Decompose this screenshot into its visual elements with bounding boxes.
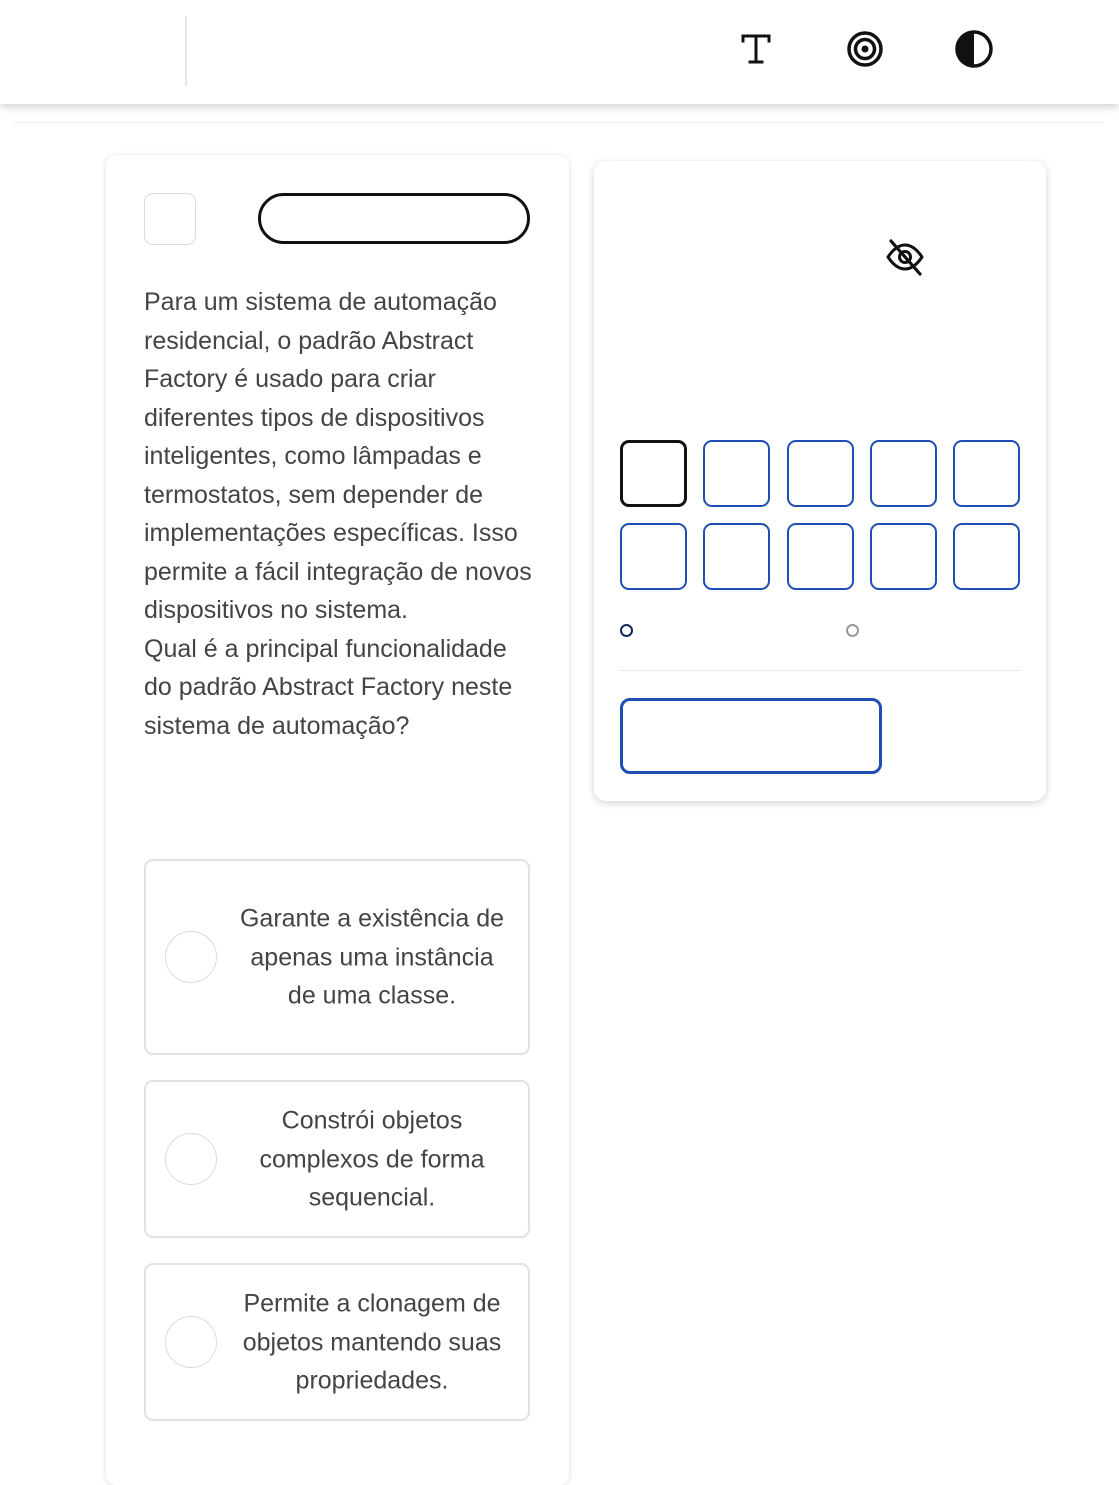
question-nav-cell[interactable] [787,523,854,590]
option-radio[interactable] [165,1316,217,1368]
question-grid [620,440,1020,590]
answer-option-2[interactable] [144,1080,530,1238]
toolbar-divider [185,16,187,86]
question-text: Para um sistema de automação residencial, o padrão Abstract Factory é usado para criar diferentes tipos de dispositivos inteligentes, como lâmpadas e termostatos, sem depender de implementações específicas. Isso permite a fácil integração de novos dispositivos no sistema. Qual é a principal funcionalidade do padrão Abstract Factory neste sistema de automação? [144,288,532,740]
option-label: Constrói objetos complexos de forma sequencial. [259,1106,485,1212]
option-radio[interactable] [165,931,217,983]
question-nav-cell[interactable] [620,440,687,507]
text-size-icon[interactable] [733,26,779,72]
answer-option-3[interactable] [144,1263,530,1421]
target-icon[interactable] [842,26,888,72]
eye-off-icon[interactable] [884,236,926,278]
contrast-icon[interactable] [951,26,997,72]
legend-unanswered-dot [846,624,859,637]
question-nav-cell[interactable] [870,523,937,590]
top-toolbar [0,0,1119,104]
question-nav-cell[interactable] [953,523,1020,590]
question-nav-cell[interactable] [620,523,687,590]
header-underline [14,122,1104,123]
option-radio[interactable] [165,1133,217,1185]
legend-answered-dot [620,624,633,637]
question-number-box [144,193,196,245]
question-nav-cell[interactable] [703,440,770,507]
finish-button[interactable] [620,698,882,774]
question-card [106,155,569,1485]
question-nav-cell[interactable] [703,523,770,590]
question-tag-pill [258,193,530,244]
answer-option-1[interactable] [144,859,530,1055]
question-nav-cell[interactable] [870,440,937,507]
navigator-divider [620,670,1020,671]
question-nav-cell[interactable] [953,440,1020,507]
question-nav-cell[interactable] [787,440,854,507]
question-navigator [594,161,1046,801]
option-label: Garante a existência de apenas uma instância de uma classe. [239,904,505,1010]
option-label: Permite a clonagem de objetos mantendo suas propriedades. [242,1289,502,1395]
